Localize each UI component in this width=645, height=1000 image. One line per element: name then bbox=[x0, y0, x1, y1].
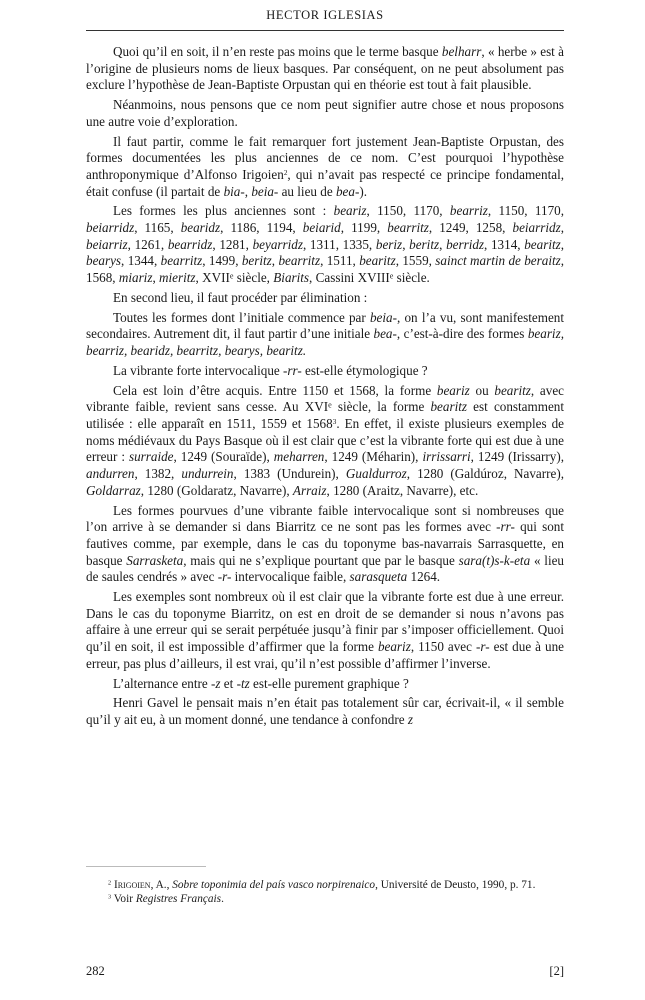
italic-term: beariz bbox=[436, 382, 470, 398]
text-run: Les formes pourvues d’une vibrante faible intervocalique sont si nombreuses que l’on arrive à se demander si dans Biarritz ce ne sont pas les formes avec bbox=[86, 502, 564, 535]
text-run: , 1314, bbox=[484, 236, 525, 252]
italic-term: sarasqueta bbox=[349, 569, 408, 585]
footnote bbox=[86, 892, 564, 906]
italic-term: beiarridz bbox=[86, 220, 135, 236]
italic-term: bearritz bbox=[160, 253, 203, 269]
text-run: Voir bbox=[111, 893, 136, 905]
italic-term: beyarridz bbox=[252, 236, 303, 252]
text-run: , bbox=[439, 236, 447, 252]
text-run: Il faut partir, comme le fait remarquer fort justement Jean-Baptiste Orpustan, des formes documentées les plus anciennes de ce nom. C’est pourquoi l’hypothèse anthroponymique d’Alfonso Irigoien bbox=[86, 133, 564, 182]
paragraph bbox=[86, 383, 564, 500]
text-run: , « herbe » est à l’origine de plusieurs noms de lieux basques. Par conséquent, on ne peut absolument pas exclure l’hypothèse de Jean-Baptiste Orpustan qui en théorie est tout à fait plausible. bbox=[86, 44, 564, 93]
italic-term: sainct martin de beraitz bbox=[435, 253, 561, 269]
text-run: Les formes les plus anciennes sont : bbox=[113, 203, 334, 219]
italic-term: beriz bbox=[375, 236, 403, 252]
italic-term: meharren bbox=[273, 449, 325, 465]
text-run: qui sont fautives comme, par exemple, dans le cas du toponyme bas-navarrais Sarrasquette, en basque bbox=[86, 519, 564, 568]
century-superscript: e bbox=[229, 271, 234, 281]
header-rule bbox=[86, 30, 564, 31]
text-run: , mais qui ne s’explique pourtant que par le basque bbox=[183, 552, 459, 568]
text-run: « lieu de saules cendrés » avec bbox=[86, 552, 564, 585]
italic-term: bea- bbox=[373, 326, 397, 342]
text-run: , on l’a vu, sont manifestement secondaires. Autrement dit, il faut partir d’une initiale bbox=[86, 309, 565, 342]
text-run: ou bbox=[469, 382, 495, 398]
italic-term: mieritz bbox=[159, 270, 196, 286]
text-run: , 1186, 1194, bbox=[220, 220, 303, 236]
text-run: , 1165, bbox=[134, 220, 181, 236]
text-run: , 1249 (Souraïde), bbox=[173, 449, 274, 465]
text-run: au lieu de bbox=[278, 183, 336, 199]
text-run: , 1261, bbox=[127, 236, 168, 252]
paragraph bbox=[86, 290, 564, 307]
italic-term: undurrein bbox=[181, 466, 234, 482]
italic-term: bia- bbox=[223, 183, 245, 199]
text-run: , bbox=[560, 236, 565, 252]
paragraph bbox=[86, 503, 564, 586]
italic-term: bea- bbox=[335, 183, 360, 199]
paragraph bbox=[86, 676, 564, 693]
text-run: , 1199, bbox=[340, 220, 388, 236]
text-run: . En effet, il existe plusieurs exemples de noms médiévaux du Pays Basque où il est clair que c’est la vibrante forte qui est due à une erreur : bbox=[86, 416, 564, 465]
text-run: , 1280 (Araitz, Navarre), etc. bbox=[326, 482, 479, 498]
century-superscript: e bbox=[389, 271, 394, 281]
italic-term: -rr- bbox=[283, 362, 302, 378]
italic-term: andurren bbox=[86, 466, 135, 482]
text-run: , 1499, bbox=[202, 253, 242, 269]
text-run: , 1382, bbox=[134, 466, 182, 482]
italic-term: bearritz bbox=[278, 253, 321, 269]
italic-term: beariz bbox=[377, 639, 411, 654]
footnotes bbox=[86, 878, 564, 906]
italic-term: beariz, bearriz, bearidz, bearritz, bearys, bearitz. bbox=[86, 326, 564, 359]
text-run: , bbox=[271, 253, 279, 269]
italic-term: bearitz bbox=[359, 253, 396, 269]
paragraph bbox=[86, 695, 564, 728]
italic-term: surraide bbox=[128, 449, 174, 465]
text-run: , Cassini XVIII bbox=[309, 270, 390, 286]
text-run: , XVII bbox=[195, 270, 230, 286]
page-number: 282 bbox=[86, 964, 105, 978]
paragraph bbox=[86, 310, 564, 360]
text-run: , c’est-à-dire des formes bbox=[396, 326, 528, 342]
italic-term: -r- bbox=[217, 569, 232, 585]
text-run: siècle. bbox=[393, 270, 430, 286]
text-run: Les exemples sont nombreux où il est clair que la vibrante forte est due à une erreur. Dans le cas du toponyme Biarritz, on est en droit de se demander si nous n’avons pas affaire à une erreur qui se serait perpétuée jusqu’à finir par s’imposer officiellement. Quoi qu’il en soit, il est impossible d’affirmer que la forme bbox=[86, 589, 564, 654]
paragraph bbox=[86, 589, 564, 672]
italic-term: irrissarri bbox=[422, 449, 471, 465]
text-run: , 1249, 1258, bbox=[428, 220, 513, 236]
italic-term: bearidz bbox=[180, 220, 221, 236]
footnote-ref: 2 bbox=[108, 879, 112, 887]
text-run: , 1280 (Galdúroz, Navarre), bbox=[406, 466, 565, 482]
italic-term: Sobre toponimia del país vasco norpirenaico bbox=[172, 879, 376, 891]
italic-term: bearys bbox=[86, 253, 122, 269]
text-run: siècle, la forme bbox=[331, 399, 431, 415]
text-run: Néanmoins, nous pensons que ce nom peut signifier autre chose et nous proposons une autre voie d’exploration. bbox=[86, 97, 564, 129]
text-run: est-elle étymologique ? bbox=[301, 362, 428, 378]
text-run: La vibrante forte intervocalique bbox=[113, 362, 284, 378]
italic-term: bearitz bbox=[430, 399, 467, 415]
italic-term: beariz bbox=[333, 203, 367, 219]
italic-term: beiarriz bbox=[86, 236, 128, 252]
text-run: intervocalique faible, bbox=[231, 569, 350, 585]
text-run: , 1150, 1170, bbox=[366, 203, 450, 219]
italic-term: beia- bbox=[369, 309, 397, 325]
text-run: 1264. bbox=[407, 569, 441, 585]
text-run: , 1281, bbox=[212, 236, 253, 252]
footnote-rule bbox=[86, 866, 206, 867]
running-head: HECTOR IGLESIAS bbox=[266, 8, 384, 22]
italic-term: bearriz bbox=[449, 203, 488, 219]
text-run: En second lieu, il faut procéder par élimination : bbox=[113, 289, 368, 305]
text-run: Henri Gavel le pensait mais n’en était pas totalement sûr car, écrivait-il, « il semble qu’il y ait eu, à un moment donné, une tendance à confondre bbox=[86, 695, 564, 727]
italic-term: bearridz bbox=[167, 236, 213, 252]
italic-term: -z bbox=[211, 675, 221, 691]
italic-term: beritz bbox=[409, 236, 440, 252]
text-run: , bbox=[152, 270, 160, 286]
italic-term: beiarid bbox=[302, 220, 341, 236]
text-run: , qui n’avait pas respecté ce principe fondamental, était confuse (il partait de bbox=[86, 166, 565, 199]
italic-term: beiarridz bbox=[512, 220, 561, 236]
text-run: Toutes les formes dont l’initiale commence par bbox=[113, 309, 370, 325]
text-run: , 1150, 1170, bbox=[487, 203, 564, 219]
text-run: . bbox=[221, 893, 224, 905]
text-run: Cela est loin d’être acquis. Entre 1150 et 1568, la forme bbox=[113, 382, 437, 398]
paragraph bbox=[86, 134, 564, 201]
text-run: , avec vibrante faible, revient sans cesse. Au XVI bbox=[86, 382, 564, 415]
italic-term: Arraiz bbox=[292, 482, 327, 498]
italic-term: beia- bbox=[251, 183, 279, 199]
text-run: , 1568, bbox=[86, 253, 565, 286]
text-run: ). bbox=[359, 183, 367, 199]
text-run: , 1311, 1335, bbox=[302, 236, 376, 252]
italic-term: bearritz bbox=[387, 220, 429, 236]
italic-term: Biarits bbox=[273, 270, 310, 286]
text-run: , 1249 (Méharin), bbox=[324, 449, 423, 465]
text-run: siècle, bbox=[233, 270, 274, 286]
text-run: est-elle purement graphique ? bbox=[249, 675, 409, 691]
footnote-ref: 2 bbox=[283, 169, 288, 177]
italic-term: Registres Français bbox=[135, 893, 222, 905]
paragraph bbox=[86, 97, 564, 130]
italic-term: bearitz bbox=[494, 382, 531, 398]
text-run: est constamment utilisée : elle apparaît en 1511, 1559 et 1568 bbox=[86, 399, 565, 432]
italic-term: -tz bbox=[236, 675, 250, 691]
italic-term: belharr bbox=[441, 44, 482, 59]
paragraph bbox=[86, 44, 564, 94]
italic-term: sara(t)s-k-eta bbox=[458, 552, 531, 568]
italic-term: beritz bbox=[241, 253, 272, 269]
footnote-ref: 3 bbox=[108, 893, 112, 901]
text-run: et bbox=[220, 675, 237, 691]
text-run: , bbox=[402, 236, 410, 252]
text-run: , bbox=[244, 183, 252, 199]
text-run: , 1344, bbox=[121, 253, 161, 269]
italic-term: Goldarraz bbox=[86, 482, 141, 498]
italic-term: bearitz bbox=[524, 236, 561, 252]
text-run: Quoi qu’il en soit, il n’en reste pas moins que le terme basque bbox=[113, 44, 442, 59]
footnote bbox=[86, 878, 564, 892]
text-run: , 1559, bbox=[395, 253, 436, 269]
text-run: , 1249 (Irissarry), bbox=[470, 449, 564, 465]
text-run: , 1511, bbox=[320, 253, 360, 269]
century-superscript: e bbox=[328, 400, 332, 410]
paragraph bbox=[86, 203, 564, 286]
text-run: est due à une erreur, pas plus d’ailleurs, il est vrai, qu’il n’est possible d’affirmer l’inverse. bbox=[86, 639, 564, 671]
text-run: , Université de Deusto, 1990, p. 71. bbox=[375, 879, 536, 891]
italic-term: berridz bbox=[446, 236, 485, 252]
italic-term: z bbox=[407, 712, 413, 727]
paragraph bbox=[86, 363, 564, 380]
text-run: , 1280 (Goldaratz, Navarre), bbox=[140, 482, 293, 498]
italic-term: miariz bbox=[118, 270, 153, 286]
text-run: , 1383 (Undurein), bbox=[233, 466, 346, 482]
section-number: [2] bbox=[549, 964, 564, 978]
text-run: , bbox=[166, 879, 173, 891]
footnote-ref: 3 bbox=[332, 418, 337, 427]
author-name: Irigoien, A. bbox=[113, 879, 167, 891]
text-run: L’alternance entre bbox=[113, 675, 212, 691]
body-text bbox=[86, 44, 564, 729]
italic-term: -r- bbox=[475, 639, 490, 654]
text-run: , 1150 avec bbox=[410, 639, 476, 654]
italic-term: Sarrasketa bbox=[126, 552, 184, 568]
italic-term: Gualdurroz bbox=[345, 466, 407, 482]
italic-term: -rr- bbox=[496, 519, 515, 535]
text-run: , bbox=[560, 220, 564, 236]
